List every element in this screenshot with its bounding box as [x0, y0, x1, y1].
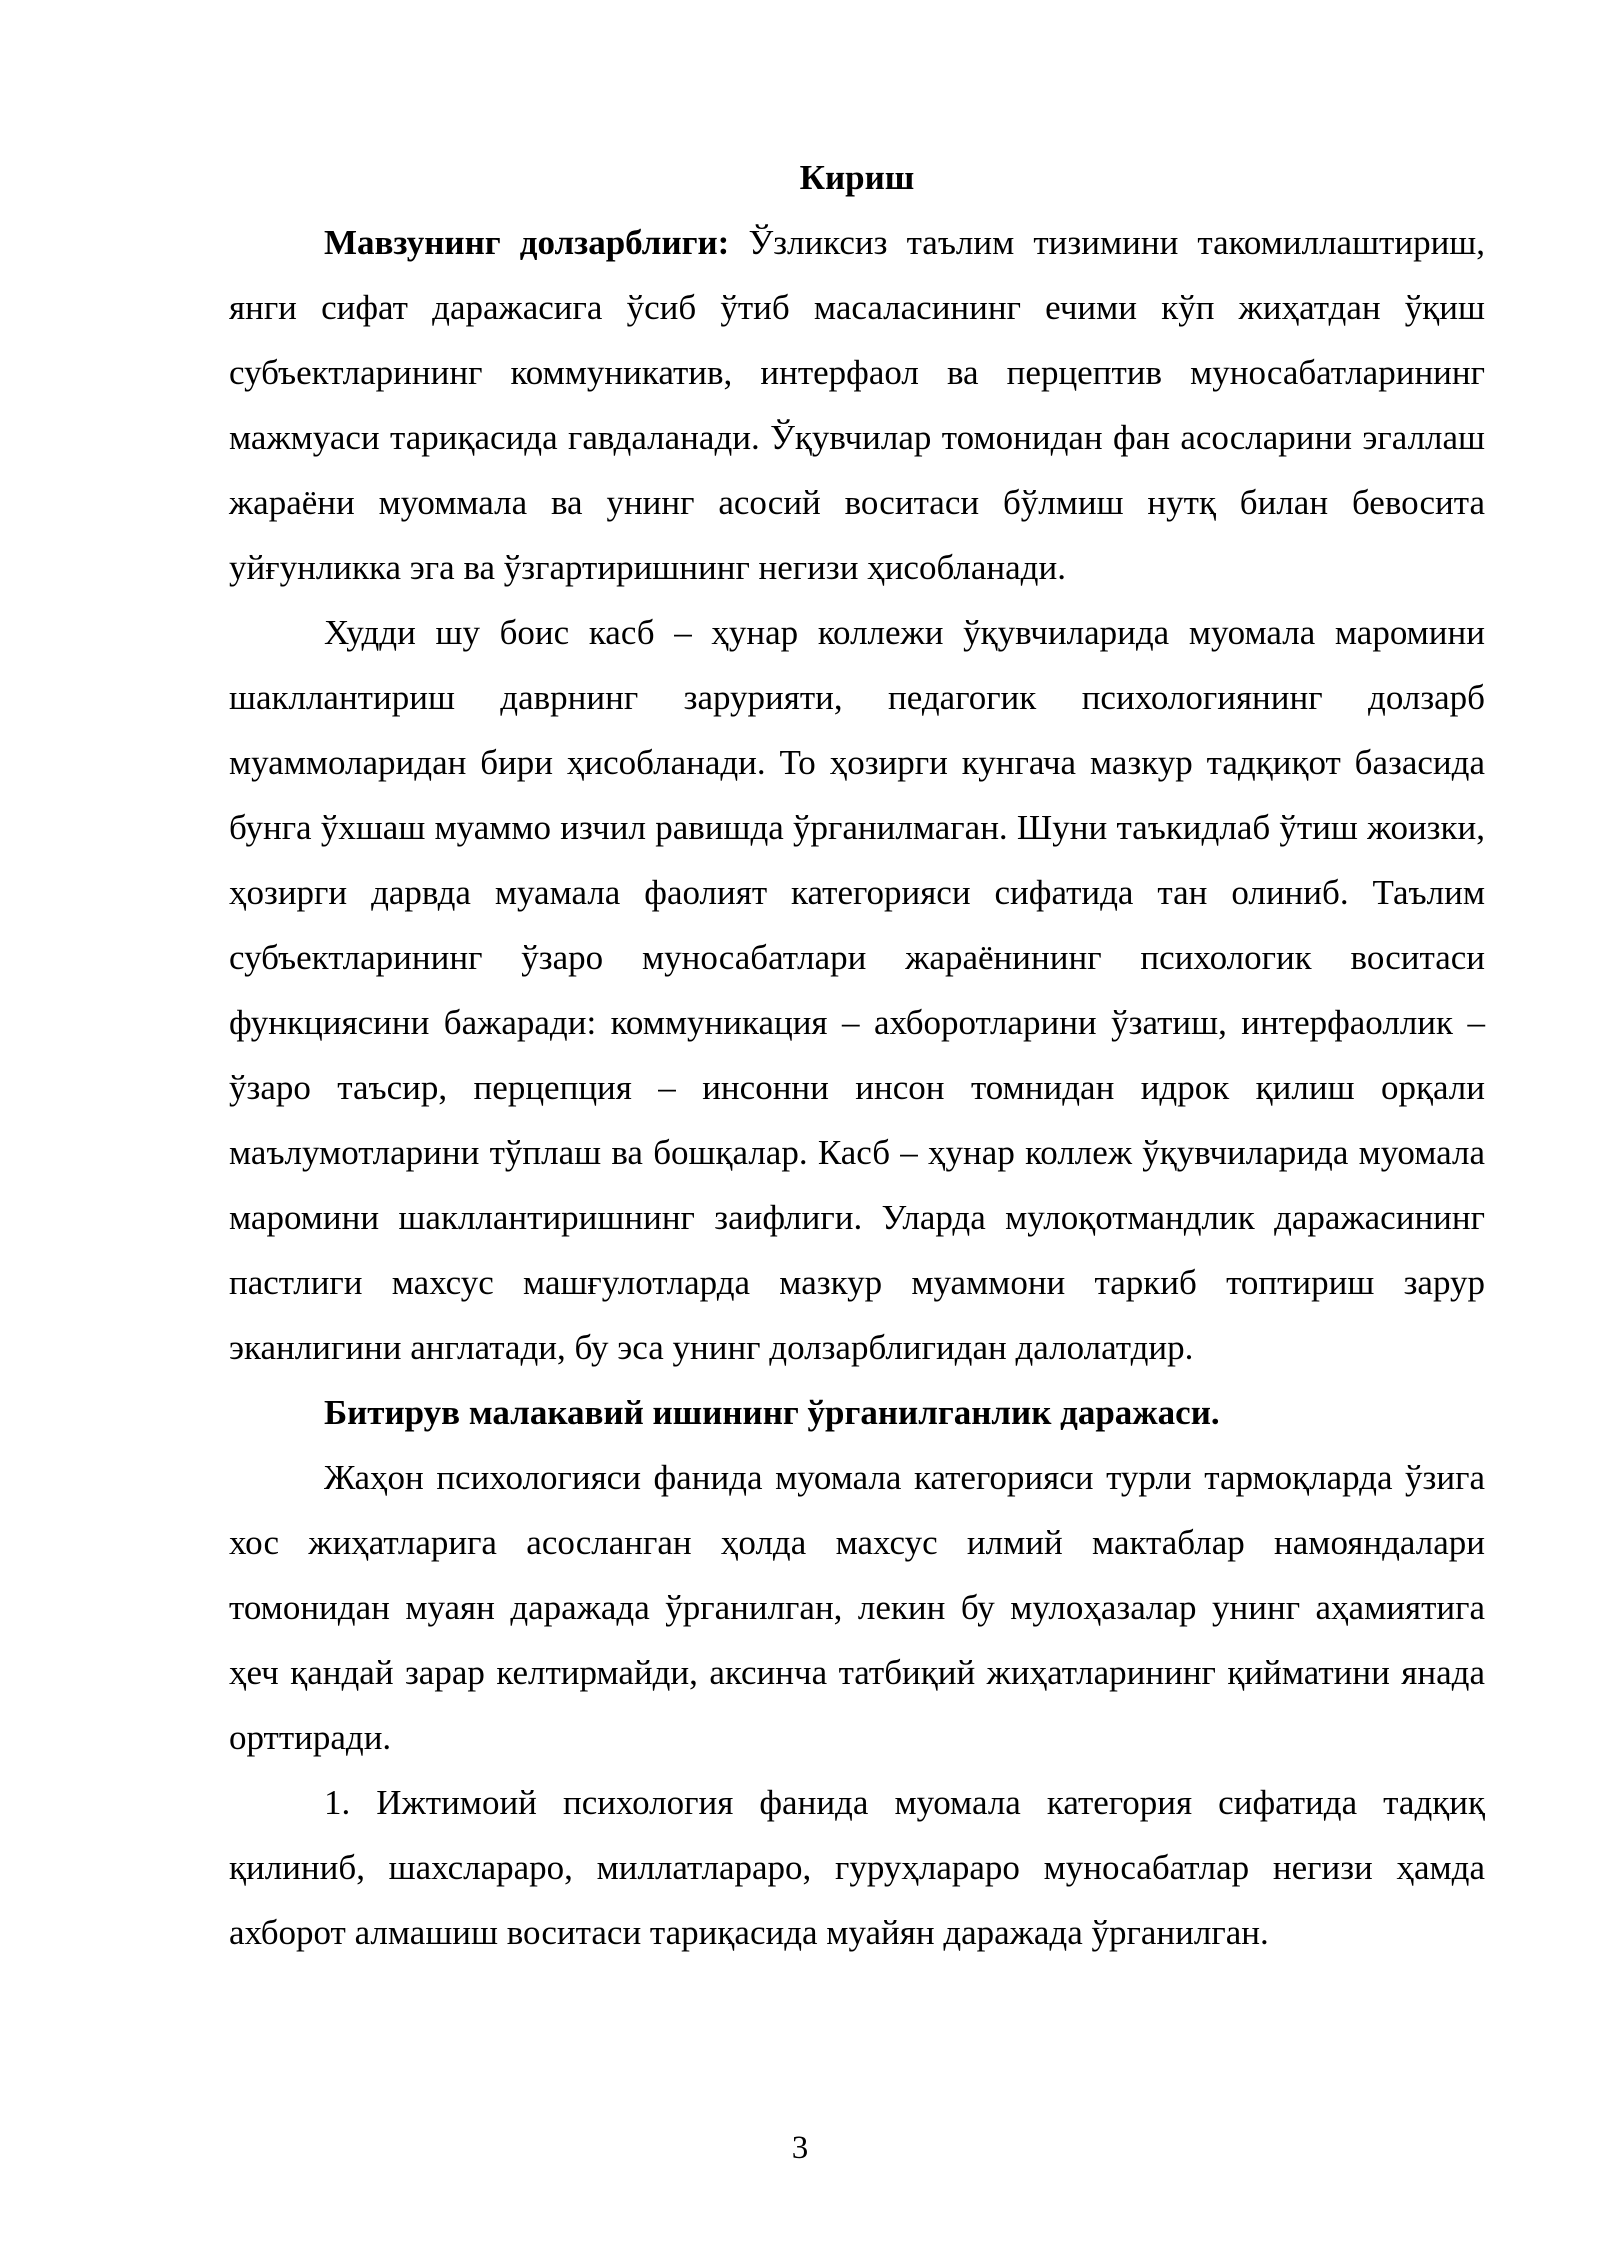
page-content — [229, 145, 1485, 1965]
paragraph-body: Худди шу боис касб – ҳунар коллежи ўқувчиларида муомала маромини шакллантириш даврнинг зарурияти, педагогик психологиянинг долзарб муаммоларидан бири ҳисобланади. То ҳозирги кунгача мазкур тадқиқот базасида бунга ўхшаш муаммо изчил равишда ўрганилмаган. Шуни таъкидлаб ўтиш жоизки, ҳозирги дарвда муамала фаолият категорияси сифатида тан олиниб. Таълим субъектларининг ўзаро муносабатлари жараёнининг психологик воситаси функциясини бажаради: коммуникация – ахборотларини ўзатиш, интерфаоллик – ўзаро таъсир, перцепция – инсонни инсон томнидан идрок қилиш орқали маълумотларини тўплаш ва бошқалар. Касб – ҳунар коллеж ўқувчиларида муомала маромини шакллантиришнинг заифлиги. Уларда мулоқотмандлик даражасининг пастлиги махсус машғулотларда мазкур муаммони таркиб топтириш зарур эканлигини англатади, бу эса унинг долзарблигидан далолатдир. — [229, 613, 1485, 1367]
page-number: 3 — [791, 2130, 809, 2166]
section-paragraph-numbered: 1. Ижтимоий психология фанида муомала категория сифатида тадқиқ қилиниб, шахслараро, миллатлараро, гуруҳлараро муносабатлар негизи ҳамда ахборот алмашиш воситаси тариқасида муайян даражада ўрганилган. — [229, 1783, 1485, 1952]
paragraph-relevance — [229, 210, 1485, 600]
page-title: Кириш — [799, 158, 915, 197]
section-heading: Битирув малакавий ишининг ўрганилганлик даражаси. — [324, 1393, 1220, 1432]
section-paragraph: Жаҳон психологияси фанида муомала категорияси турли тармоқларда ўзига хос жиҳатларига асосланган ҳолда махсус илмий мактаблар намояндалари томонидан муаян даражада ўрганилган, лекин бу мулоҳазалар унинг аҳамиятига ҳеч қандай зарар келтирмайди, аксинча татбиқий жиҳатларининг қийматини янада орттиради. — [229, 1458, 1485, 1757]
paragraph-text: Ўзликсиз таълим тизимини такомиллаштириш, янги сифат даражасига ўсиб ўтиб масаласининг ечими кўп жиҳатдан ўқиш субъектларининг коммуникатив, интерфаол ва перцептив муносабатларининг мажмуаси тариқасида гавдаланади. Ўқувчилар томонидан фан асосларини эгаллаш жараёни муоммала ва унинг асосий воситаси бўлмиш нутқ билан бевосита уйғунликка эга ва ўзгартиришнинг негизи ҳисобланади. — [229, 223, 1485, 587]
paragraph-lead: Мавзунинг долзарблиги: — [324, 223, 730, 262]
